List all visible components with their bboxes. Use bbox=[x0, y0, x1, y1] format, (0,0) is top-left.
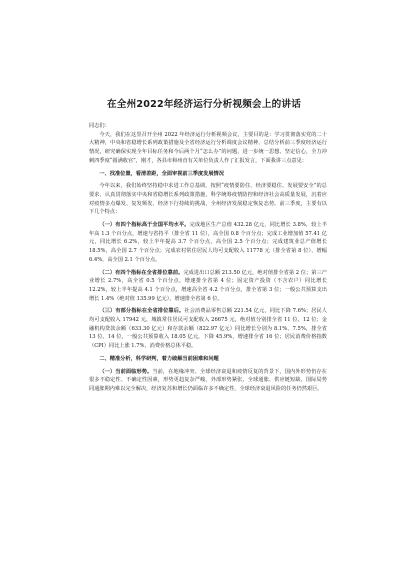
paragraph-text: 当前，在地缘冲突、全球经济衰退和疫情反复的背景下，国内外形势仍存在很多不稳定性、不确定性因素，形势更趋复杂严峻，外部形势紧张，全球通胀、供应链短缺、国际局势同通胀期内难以完全解决，经济复苏和增长仍面临许多不确定性，全球经济衰退风险的任务仍然艰巨。 bbox=[89, 368, 327, 392]
section-heading-2: 二、精准分析，科学研判，着力破解当前困难和问题 bbox=[99, 355, 219, 362]
paragraph-text: 社会消费品零售总额 221.54 亿元，同比下降 7.6%；居民人均可支配收入 17942 元，城镇常住居民可支配收入 26675 元，绝对值分别排全省 11 位、12 位；金融机构贷款余额（633.30 亿元）和存款余额（822.97 亿元）同比增长分别为 8.1%、7.5%，排全省 13 位、14 位，一般公共预算收入 18.05 亿元，下降 45.9%，增速排全省 16 位；居民消费价格指数（CPI）同比上涨 1.7%，消费价格总体平稳。 bbox=[89, 308, 327, 350]
paragraph-intro: 今天，我们在这里召开全州 2022 年经济运行分析视频会议，主要目的是：学习贯彻落实党的二十大精神，中央和省稳增长系列政策措施及全省经济运行分析调度会议精神，总结分析前三季度经济运行情况，研究确保实现全年目标任务和今后两个月“怎么办”的问题，进一步统一思想、坚定信心，全力冲刺四季度“圆满收官”，刚才，各县市和州直有关单位负责人作了汇报发言，下面我讲三点意见： bbox=[89, 131, 327, 164]
subheading-ranked-high: （二）有四个指标在全省排位靠前。 bbox=[99, 269, 184, 276]
paragraph-ranked-high bbox=[89, 269, 327, 304]
subheading-above-national: （一）有四个指标高于全国平均水平。 bbox=[99, 222, 190, 229]
paragraph-ranked-low bbox=[89, 307, 327, 351]
paragraph-text: 完成地区生产总值 432.28 亿元，同比增长 3.8%，较上半年高 1.3 个百分点，增速与省持平（排全省 11 位），高全国 0.8 个百分点；完成工业增加值 57.41 亿元，同比增长 6.2%，较上半年提高 3.7 个百分点，高全国 2.5 个百分点；完成建筑业总产值增长 18.5%，高全国 2.7 个百分点；完成农村常住居民人均可支配收入 11778 元（排全省第 8 位），增幅 6.4%，高全国 2.1 个百分点。 bbox=[89, 222, 327, 263]
paragraph-overview: 今年以来，我们始终坚持稳中求进工作总基调，按照“疫情要防住、经济要稳住、发展要安全”的总要求，认真贯彻落实中央和省稳增长系列政策措施，科学统筹疫情防控和经济社会高质量发展，沉着应对疫情多点爆发、复发频发、经济下行持续的挑战，全州经济发展稳定恢复态势。前三季度，主要有以下几个特点： bbox=[89, 183, 327, 216]
document-body bbox=[89, 122, 327, 394]
section-heading-1: 一、找准位置，看清差距，全面审视前三季度发展情况 bbox=[99, 170, 224, 177]
subheading-ranked-low: （三）有部分指标在全省排位靠后。 bbox=[99, 308, 185, 315]
document-title: 在全州2022年经济运行分析视频会上的讲话 bbox=[107, 99, 301, 110]
subheading-situation: （一）当前面临形势。 bbox=[99, 368, 153, 375]
paragraph-above-national bbox=[89, 221, 327, 265]
salutation: 同志们： bbox=[89, 123, 110, 129]
paragraph-text: 完成进出口总额 213.50 亿元，绝对值排全省第 2 位；第三产业增长 2.7%，高全省 0.5 个百分点，增速排全省第 4 位；固定资产投资（不含农户）同比增长 12.2%，较上半年提高 4.1 个百分点，增速高全省 4.2 个百分点，排全省第 3 位；一般公共预算支出增长 1.4%（绝对值 135.99 亿元），增速排全省第 6 位。 bbox=[89, 269, 327, 302]
paragraph-situation bbox=[89, 368, 327, 394]
